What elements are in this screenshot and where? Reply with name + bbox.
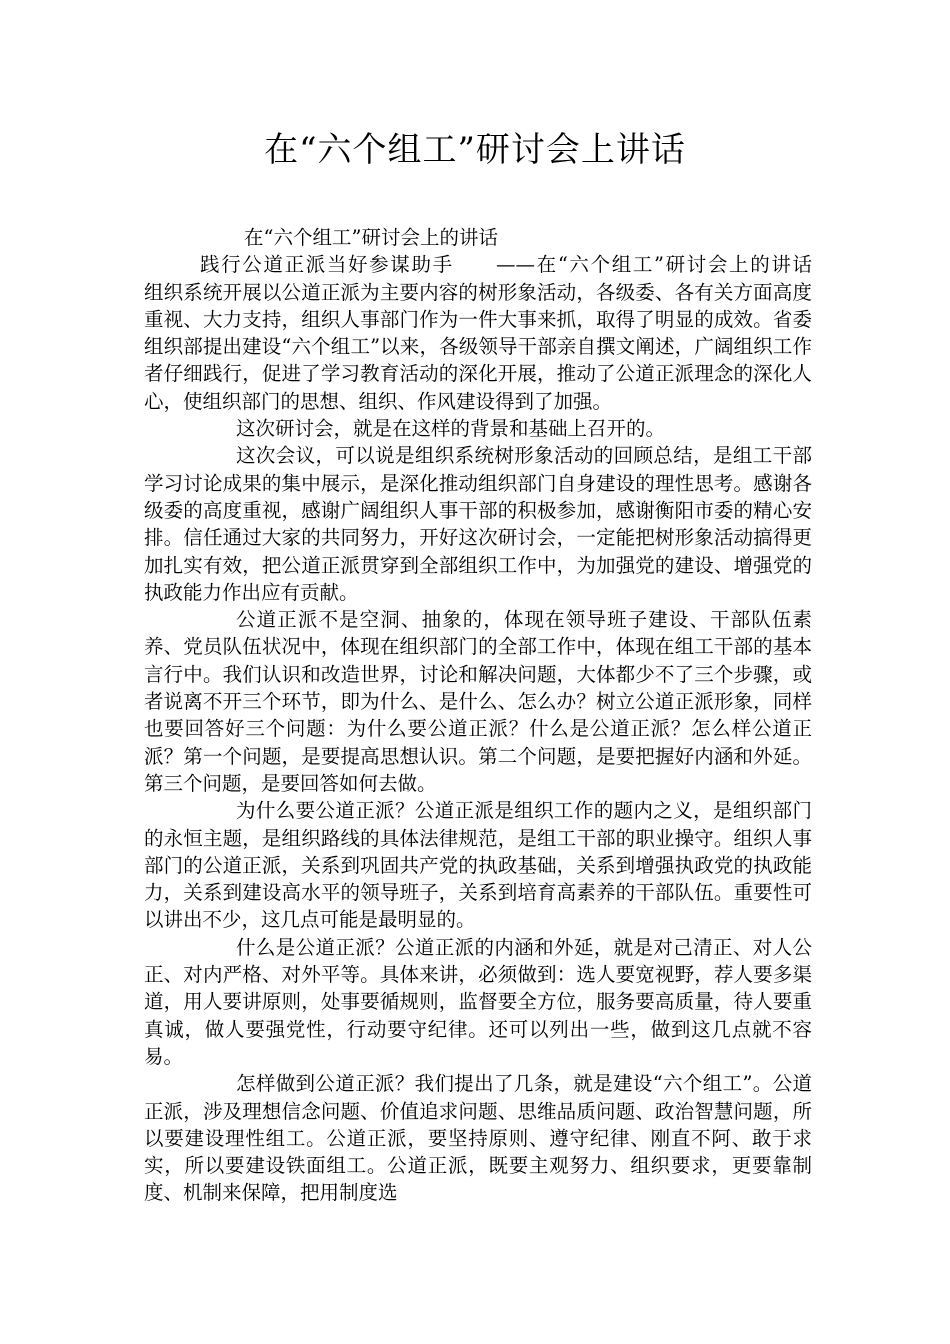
body-paragraph: 怎样做到公道正派？我们提出了几条，就是建设“六个组工”。公道正派，涉及理想信念问题、价值追求问题、思维品质问题、政治智慧问题，所以要建设理性组工。公道正派，要坚持原则、遵守纪律、刚直不阿、敢于求实，所以要建设铁面组工。公道正派，既要主观努力、组织要求，更要靠制度、机制来保障，把用制度选 bbox=[144, 1072, 812, 1205]
document-body bbox=[144, 224, 852, 1207]
page-title: 在“六个组工”研讨会上讲话 bbox=[264, 130, 686, 170]
body-paragraph: 这次会议，可以说是组织系统树形象活动的回顾总结，是组工干部学习讨论成果的集中展示，是深化推动组织部门自身建设的理性思考。感谢各级委的高度重视，感谢广阔组织人事干部的积极参加，感谢衡阳市委的精心安排。信任通过大家的共同努力，开好这次研讨会，一定能把树形象活动搞得更加扎实有效，把公道正派贯穿到全部组织工作中，为加强党的建设、增强党的执政能力作出应有贡献。 bbox=[144, 444, 812, 604]
body-paragraph: 什么是公道正派？公道正派的内涵和外延，就是对己清正、对人公正、对内严格、对外平等。具体来讲，必须做到：选人要宽视野，荐人要多渠道，用人要讲原则，处事要循规则，监督要全方位，服务要高质量，待人要重真诚，做人要强党性，行动要守纪律。还可以列出一些，做到这几点就不容易。 bbox=[144, 935, 812, 1068]
body-paragraph: 这次研讨会，就是在这样的背景和基础上召开的。 bbox=[236, 417, 666, 441]
body-paragraph: 公道正派不是空洞、抽象的，体现在领导班子建设、干部队伍素养、党员队伍状况中，体现在组织部门的全部工作中，体现在组工干部的基本言行中。我们认识和改造世界，讨论和解决问题，大体都少不了三个步骤，或者说离不开三个环节，即为什么、是什么、怎么办？树立公道正派形象，同样也要回答好三个问题：为什么要公道正派？什么是公道正派？怎么样公道正派？第一个问题，是要提高思想认识。第二个问题，是要把握好内涵和外延。第三个问题，是要回答如何去做。 bbox=[144, 608, 812, 795]
body-paragraph: 践行公道正派当好参谋助手 ——在“六个组工”研讨会上的讲话 组织系统开展以公道正派为主要内容的树形象活动，各级委、各有关方面高度重视、大力支持，组织人事部门作为一件大事来抓，取得了明显的成效。省委组织部提出建设“六个组工”以来，各级领导干部亲自撰文阐述，广阔组织工作者仔细践行，促进了学习教育活动的深化开展，推动了公道正派理念的深化人心，使组织部门的思想、组织、作风建设得到了加强。 bbox=[144, 253, 852, 413]
speech-title-paragraph: 在“六个组工”研讨会上的讲话 bbox=[244, 226, 498, 249]
body-paragraph: 为什么要公道正派？公道正派是组织工作的题内之义，是组织部门的永恒主题，是组织路线的具体法律规范，是组工干部的职业操守。组织人事部门的公道正派，关系到巩固共产党的执政基础，关系到增强执政党的执政能力，关系到建设高水平的领导班子，关系到培育高素养的干部队伍。重要性可以讲出不少，这几点可能是最明显的。 bbox=[144, 799, 812, 932]
